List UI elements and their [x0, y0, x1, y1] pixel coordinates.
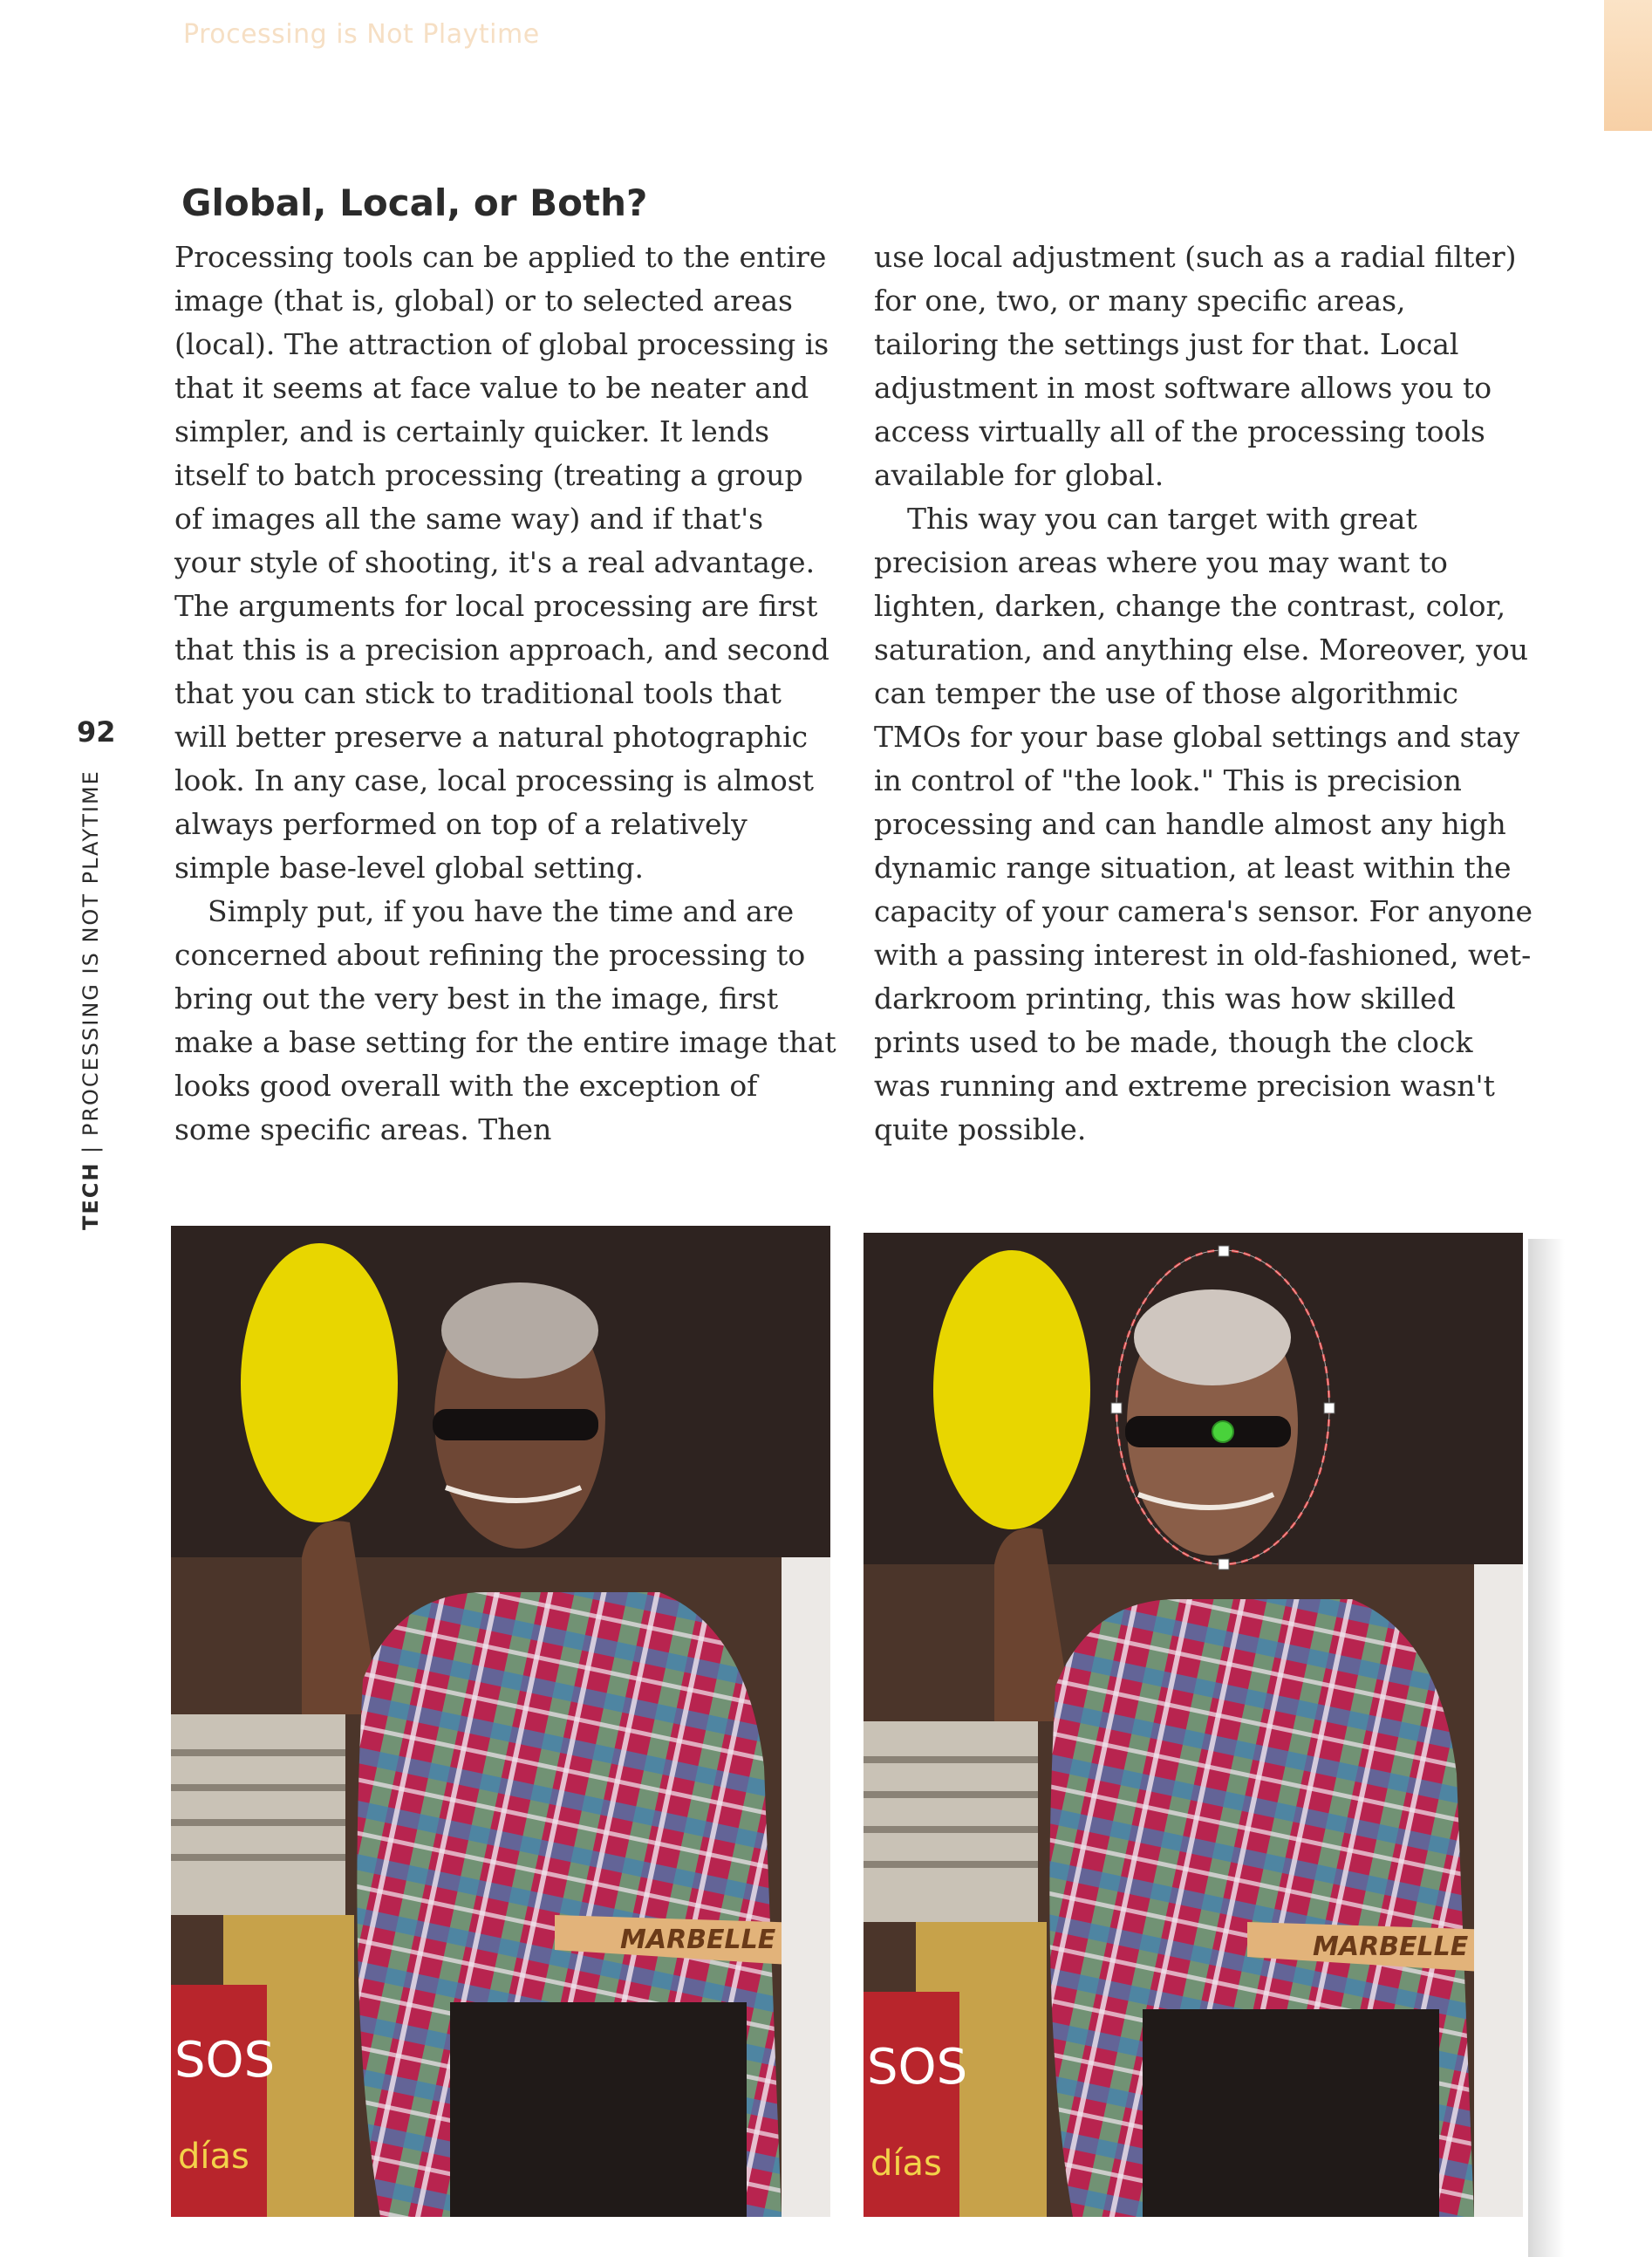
paragraph: This way you can target with great precision areas where you may want to lighten, darken, change the contrast, color, saturation, and anything else. Moreover, you can temper the use of those algorithmic TMOs for your base global settings and stay in control of "the look." This is precision processing and can handle almost any high dynamic range situation, at least within the capacity of your camera's sensor. For anyone with a passing interest in old-fashioned, wet-darkroom printing, this was how skilled prints used to be made, though the clock was running and extreme precision wasn't quite possible. — [874, 502, 1533, 1146]
running-head: Processing is Not Playtime — [183, 19, 540, 50]
photo-global-adjustment — [171, 1226, 830, 2217]
radial-filter-handle[interactable] — [1219, 1246, 1229, 1256]
poster-text-2: días — [870, 2144, 942, 2184]
page-number: 92 — [77, 715, 116, 749]
page-gutter-shadow — [1528, 1239, 1650, 2257]
poster-text-2: días — [178, 2137, 249, 2177]
text-column-right — [874, 236, 1537, 1152]
radial-filter-handle[interactable] — [1324, 1403, 1335, 1413]
sign-text: MARBELLE — [1313, 1932, 1469, 1962]
poster-text: SOS — [867, 2039, 968, 2096]
paragraph: Simply put, if you have the time and are concerned about refining the processing to bring out the very best in the image, first make a base setting for the entire image that looks good overall with the exception of some specific areas. Then — [174, 894, 836, 1146]
text-column-left — [174, 236, 837, 1152]
photo-local-adjustment — [864, 1233, 1523, 2217]
poster-text: SOS — [174, 2032, 276, 2089]
section-label: TECH — [79, 1161, 103, 1230]
side-chapter-label — [79, 769, 105, 1230]
sign-text: MARBELLE — [620, 1925, 776, 1955]
chapter-label: PROCESSING IS NOT PLAYTIME — [79, 769, 103, 1137]
radial-filter-pin[interactable] — [1212, 1421, 1233, 1442]
page-title: Global, Local, or Both? — [181, 181, 648, 224]
page-corner-tab — [1604, 0, 1652, 131]
paragraph: Processing tools can be applied to the entire image (that is, global) or to selected areas (local). The attraction of global processing is that it seems at face value to be neater and simpler, and is certainly quicker. It lends itself to batch processing (treating a group of images all the same way) and if that's your style of shooting, it's a real advantage. The arguments for local processing are first that this is a precision approach, and second that you can stick to traditional tools that will better preserve a natural photographic look. In any case, local processing is almost always performed on top of a relatively simple base-level global setting. — [174, 240, 829, 885]
separator: | — [79, 1144, 103, 1153]
radial-filter-handle[interactable] — [1111, 1403, 1122, 1413]
radial-filter-handle[interactable] — [1219, 1559, 1229, 1570]
paragraph: use local adjustment (such as a radial filter) for one, two, or many specific areas, tailoring the settings just for that. Local adjustment in most software allows you to access virtually all of the processing tools available for global. — [874, 240, 1517, 492]
